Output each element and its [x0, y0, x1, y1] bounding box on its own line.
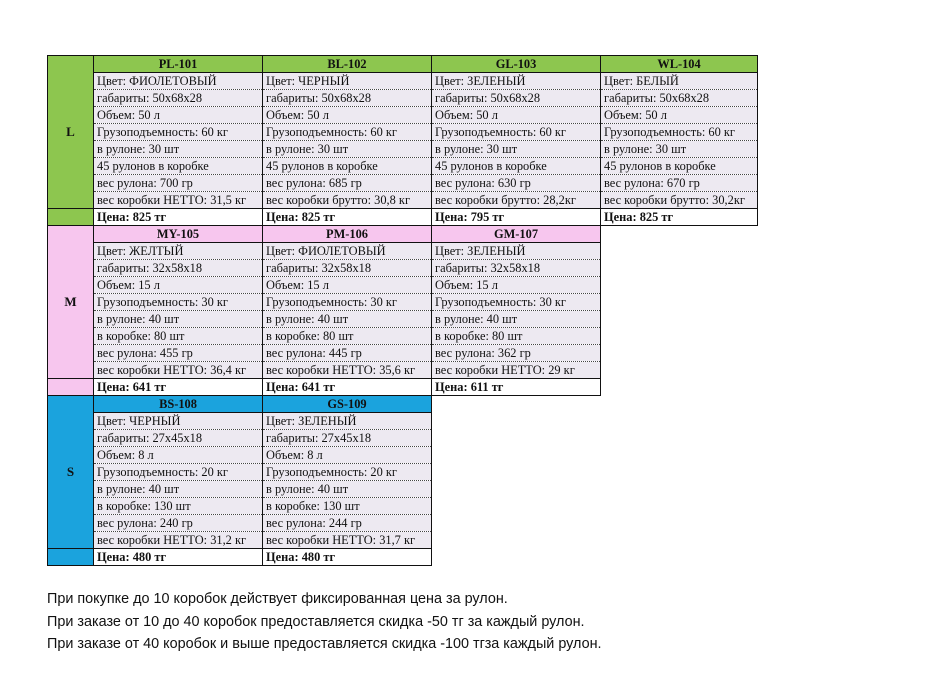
spec-row	[48, 243, 758, 260]
note-line: При заказе от 40 коробок и выше предоставляется скидка -100 тгза каждый рулон.	[47, 636, 602, 652]
product-spec: вес рулона: 685 гр	[263, 175, 432, 192]
product-spec: Грузоподъемность: 30 кг	[432, 294, 601, 311]
product-spec: Грузоподъемность: 30 кг	[263, 294, 432, 311]
product-spec: вес коробки НЕТТО: 36,4 кг	[94, 362, 263, 379]
spec-row	[48, 498, 758, 515]
spec-row	[48, 311, 758, 328]
product-spec: габариты: 50х68х28	[432, 90, 601, 107]
product-spec: 45 рулонов в коробке	[94, 158, 263, 175]
product-spec: габариты: 32х58х18	[263, 260, 432, 277]
price-row	[48, 549, 758, 566]
product-code: BL-102	[263, 56, 432, 73]
product-spec: Цвет: ЧЕРНЫЙ	[94, 413, 263, 430]
product-spec: габариты: 32х58х18	[432, 260, 601, 277]
price-table	[47, 55, 758, 566]
product-spec: вес коробки НЕТТО: 31,7 кг	[263, 532, 432, 549]
product-spec: габариты: 27х45х18	[263, 430, 432, 447]
code-row	[48, 226, 758, 243]
product-spec: габариты: 27х45х18	[94, 430, 263, 447]
product-spec: в рулоне: 30 шт	[432, 141, 601, 158]
product-spec: Грузоподъемность: 20 кг	[263, 464, 432, 481]
product-spec: в коробке: 130 шт	[94, 498, 263, 515]
product-price: Цена: 641 тг	[94, 379, 263, 396]
empty-cell	[601, 379, 758, 396]
product-spec: 45 рулонов в коробке	[601, 158, 758, 175]
spec-row	[48, 260, 758, 277]
product-spec: Грузоподъемность: 60 кг	[263, 124, 432, 141]
product-spec: Цвет: ЗЕЛЕНЫЙ	[263, 413, 432, 430]
size-label: S	[48, 396, 94, 549]
product-spec: вес рулона: 244 гр	[263, 515, 432, 532]
product-code: MY-105	[94, 226, 263, 243]
empty-cell	[601, 277, 758, 294]
spec-row	[48, 328, 758, 345]
empty-cell	[601, 447, 758, 464]
empty-cell	[432, 515, 601, 532]
product-code: GM-107	[432, 226, 601, 243]
spec-row	[48, 277, 758, 294]
empty-cell	[601, 532, 758, 549]
spec-row	[48, 107, 758, 124]
product-code: WL-104	[601, 56, 758, 73]
product-spec: в коробке: 130 шт	[263, 498, 432, 515]
product-code: PL-101	[94, 56, 263, 73]
spec-row	[48, 447, 758, 464]
empty-cell	[432, 447, 601, 464]
empty-cell	[432, 532, 601, 549]
product-spec: Объем: 15 л	[263, 277, 432, 294]
empty-cell	[601, 243, 758, 260]
product-spec: вес коробки НЕТТО: 31,2 кг	[94, 532, 263, 549]
product-code: PM-106	[263, 226, 432, 243]
product-price: Цена: 641 тг	[263, 379, 432, 396]
product-spec: вес коробки НЕТТО: 29 кг	[432, 362, 601, 379]
empty-cell	[601, 260, 758, 277]
product-price: Цена: 795 тг	[432, 209, 601, 226]
spec-row	[48, 175, 758, 192]
spec-row	[48, 362, 758, 379]
discount-notes	[47, 588, 602, 656]
product-price: Цена: 480 тг	[94, 549, 263, 566]
product-code: BS-108	[94, 396, 263, 413]
product-spec: вес коробки НЕТТО: 31,5 кг	[94, 192, 263, 209]
product-price: Цена: 825 тг	[601, 209, 758, 226]
product-spec: Цвет: ЗЕЛЕНЫЙ	[432, 73, 601, 90]
product-spec: в рулоне: 40 шт	[94, 311, 263, 328]
product-spec: Цвет: БЕЛЫЙ	[601, 73, 758, 90]
empty-cell	[432, 481, 601, 498]
empty-cell	[432, 413, 601, 430]
product-spec: в рулоне: 30 шт	[94, 141, 263, 158]
product-code: GL-103	[432, 56, 601, 73]
product-price: Цена: 825 тг	[263, 209, 432, 226]
product-spec: в рулоне: 40 шт	[94, 481, 263, 498]
spec-row	[48, 515, 758, 532]
product-spec: Объем: 50 л	[601, 107, 758, 124]
product-spec: Объем: 15 л	[94, 277, 263, 294]
product-spec: в рулоне: 40 шт	[263, 311, 432, 328]
product-spec: 45 рулонов в коробке	[432, 158, 601, 175]
product-spec: Грузоподъемность: 60 кг	[432, 124, 601, 141]
empty-cell	[601, 362, 758, 379]
code-row	[48, 56, 758, 73]
empty-cell	[601, 515, 758, 532]
size-price-spacer	[48, 209, 94, 226]
product-spec: Грузоподъемность: 20 кг	[94, 464, 263, 481]
product-spec: Объем: 50 л	[94, 107, 263, 124]
product-spec: Объем: 50 л	[263, 107, 432, 124]
spec-row	[48, 413, 758, 430]
product-spec: вес рулона: 630 гр	[432, 175, 601, 192]
product-spec: Объем: 8 л	[263, 447, 432, 464]
price-row	[48, 209, 758, 226]
empty-cell	[432, 396, 601, 413]
product-spec: в рулоне: 40 шт	[432, 311, 601, 328]
empty-cell	[601, 464, 758, 481]
empty-cell	[432, 430, 601, 447]
product-spec: Объем: 8 л	[94, 447, 263, 464]
product-spec: вес рулона: 700 гр	[94, 175, 263, 192]
size-price-spacer	[48, 379, 94, 396]
product-spec: Объем: 15 л	[432, 277, 601, 294]
product-spec: Грузоподъемность: 30 кг	[94, 294, 263, 311]
spec-row	[48, 141, 758, 158]
spec-row	[48, 532, 758, 549]
product-spec: Цвет: ЧЕРНЫЙ	[263, 73, 432, 90]
empty-cell	[601, 413, 758, 430]
product-spec: Цвет: ЗЕЛЕНЫЙ	[432, 243, 601, 260]
product-spec: Объем: 50 л	[432, 107, 601, 124]
spec-row	[48, 345, 758, 362]
product-spec: 45 рулонов в коробке	[263, 158, 432, 175]
spec-row	[48, 430, 758, 447]
product-spec: габариты: 50х68х28	[601, 90, 758, 107]
product-spec: габариты: 50х68х28	[263, 90, 432, 107]
product-spec: Грузоподъемность: 60 кг	[601, 124, 758, 141]
product-price: Цена: 825 тг	[94, 209, 263, 226]
product-spec: вес коробки брутто: 28,2кг	[432, 192, 601, 209]
product-spec: вес рулона: 455 гр	[94, 345, 263, 362]
empty-cell	[601, 345, 758, 362]
spec-row	[48, 464, 758, 481]
product-spec: вес рулона: 240 гр	[94, 515, 263, 532]
product-spec: в коробке: 80 шт	[94, 328, 263, 345]
product-spec: Цвет: ЖЕЛТЫЙ	[94, 243, 263, 260]
product-spec: Цвет: ФИОЛЕТОВЫЙ	[263, 243, 432, 260]
size-label: M	[48, 226, 94, 379]
note-line: При заказе от 10 до 40 коробок предоставляется скидка -50 тг за каждый рулон.	[47, 613, 585, 630]
product-spec: Цвет: ФИОЛЕТОВЫЙ	[94, 73, 263, 90]
product-price: Цена: 611 тг	[432, 379, 601, 396]
product-code: GS-109	[263, 396, 432, 413]
spec-row	[48, 124, 758, 141]
code-row	[48, 396, 758, 413]
product-spec: габариты: 50х68х28	[94, 90, 263, 107]
size-label: L	[48, 56, 94, 209]
spec-row	[48, 481, 758, 498]
product-spec: вес коробки брутто: 30,2кг	[601, 192, 758, 209]
empty-cell	[601, 294, 758, 311]
product-spec: вес рулона: 445 гр	[263, 345, 432, 362]
empty-cell	[601, 549, 758, 566]
spec-row	[48, 294, 758, 311]
product-spec: Грузоподъемность: 60 кг	[94, 124, 263, 141]
spec-row	[48, 192, 758, 209]
product-spec: вес рулона: 670 гр	[601, 175, 758, 192]
product-spec: в рулоне: 40 шт	[263, 481, 432, 498]
note-line: При покупке до 10 коробок действует фиксированная цена за рулон.	[47, 591, 508, 607]
product-spec: в рулоне: 30 шт	[263, 141, 432, 158]
empty-cell	[601, 311, 758, 328]
empty-cell	[601, 226, 758, 243]
product-price: Цена: 480 тг	[263, 549, 432, 566]
product-spec: в коробке: 80 шт	[432, 328, 601, 345]
product-spec: габариты: 32х58х18	[94, 260, 263, 277]
spec-row	[48, 73, 758, 90]
size-price-spacer	[48, 549, 94, 566]
empty-cell	[601, 481, 758, 498]
empty-cell	[432, 464, 601, 481]
spec-row	[48, 158, 758, 175]
product-spec: в коробке: 80 шт	[263, 328, 432, 345]
empty-cell	[601, 328, 758, 345]
product-spec: в рулоне: 30 шт	[601, 141, 758, 158]
price-row	[48, 379, 758, 396]
spec-row	[48, 90, 758, 107]
empty-cell	[601, 430, 758, 447]
product-spec: вес коробки НЕТТО: 35,6 кг	[263, 362, 432, 379]
empty-cell	[601, 396, 758, 413]
empty-cell	[601, 498, 758, 515]
product-spec: вес рулона: 362 гр	[432, 345, 601, 362]
empty-cell	[432, 549, 601, 566]
product-spec: вес коробки брутто: 30,8 кг	[263, 192, 432, 209]
empty-cell	[432, 498, 601, 515]
